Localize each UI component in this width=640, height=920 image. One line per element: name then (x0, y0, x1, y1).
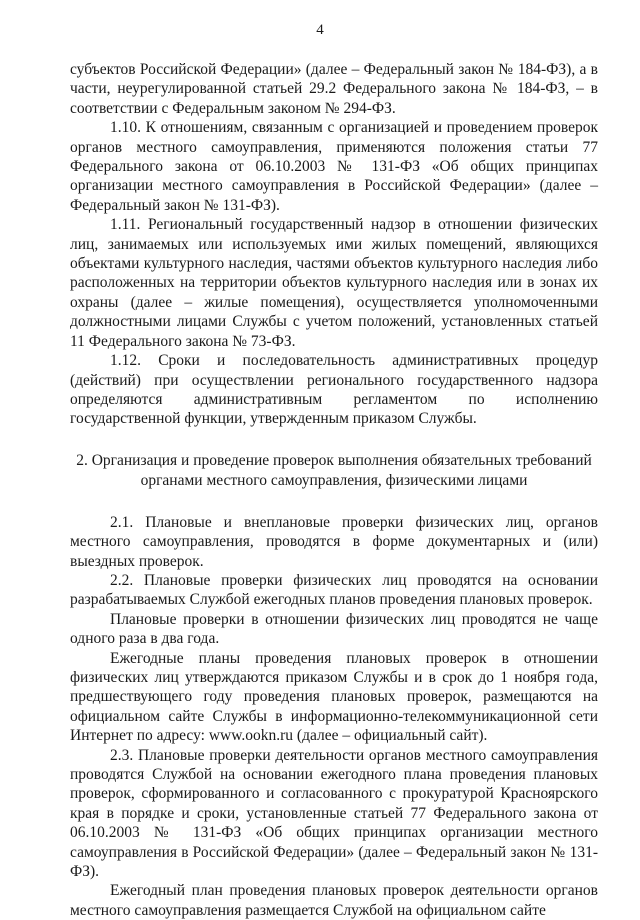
paragraph-2-2: 2.2. Плановые проверки физических лиц проводятся на основании разрабатываемых Службой ежегодных планов проведения плановых проверок. (70, 571, 598, 609)
section-heading-line-2: органами местного самоуправления, физическими лицами (140, 471, 528, 489)
paragraph-2-1: 2.1. Плановые и внеплановые проверки физических лиц, органов местного самоуправления, проводятся в форме документарных и (или) выездных проверок. (70, 513, 598, 570)
paragraph-2-2-annual-plans: Ежегодные планы проведения плановых проверок в отношении физических лиц утверждаются приказом Службы и в срок до 1 ноября года, предшествующего году проведения плановых проверок, размещаются на официальном сайте Службы в информационно-телекоммуникационной сети Интернет по адресу: www.ookn.ru (далее – официальный сайт). (70, 649, 598, 745)
paragraph-1-11: 1.11. Региональный государственный надзор в отношении физических лиц, занимаемых или используемых ими жилых помещений, являющихся объектами культурного наследия, частями объектов культурного наследия либо расположенных на территории объектов культурного наследия или в зонах их охраны (далее – жилые помещения), осуществляется уполномоченными должностными лицами Службы с учетом положений, установленных статьей 11 Федерального закона № 73-ФЗ. (70, 216, 598, 350)
section-heading-line-1: 2. Организация и проведение проверок выполнения обязательных требований (76, 451, 592, 469)
document-body (70, 60, 598, 920)
section-heading (70, 451, 598, 491)
page-number: 4 (316, 22, 324, 38)
paragraph-continuation: субъектов Российской Федерации» (далее – Федеральный закон № 184-ФЗ), а в части, неурегулированной статьей 29.2 Федерального закона № 184-ФЗ, – в соответствии с Федеральным законом № 294-ФЗ. (70, 61, 598, 117)
paragraph-2-3: 2.3. Плановые проверки деятельности органов местного самоуправления проводятся Службой на основании ежегодного плана проведения плановых проверок, сформированного и согласованного с прокуратурой Красноярского края в порядке и сроки, установленные статьей 77 Федерального закона от 06.10.2003 № 131-ФЗ «Об общих принципах организации местного самоуправления в Российской Федерации» (далее – Федеральный закон № 131-ФЗ). (70, 746, 598, 881)
paragraph-2-3-annual-plan: Ежегодный план проведения плановых проверок деятельности органов местного самоуправления размещается Службой на официальном сайте (70, 882, 598, 919)
paragraph-1-10: 1.10. К отношениям, связанным с организацией и проведением проверок органов местного самоуправления, применяются положения статьи 77 Федерального закона от 06.10.2003 № 131-ФЗ «Об общих принципах организации местного самоуправления в Российской Федерации» (далее – Федеральный закон № 131-ФЗ). (70, 119, 598, 214)
paragraph-2-2-frequency: Плановые проверки в отношении физических лиц проводятся не чаще одного раза в два года. (70, 610, 598, 648)
paragraph-1-12: 1.12. Сроки и последовательность административных процедур (действий) при осуществлении регионального государственного надзора определяются административным регламентом по исполнению государственной функции, утвержденным приказом Службы. (70, 352, 598, 428)
